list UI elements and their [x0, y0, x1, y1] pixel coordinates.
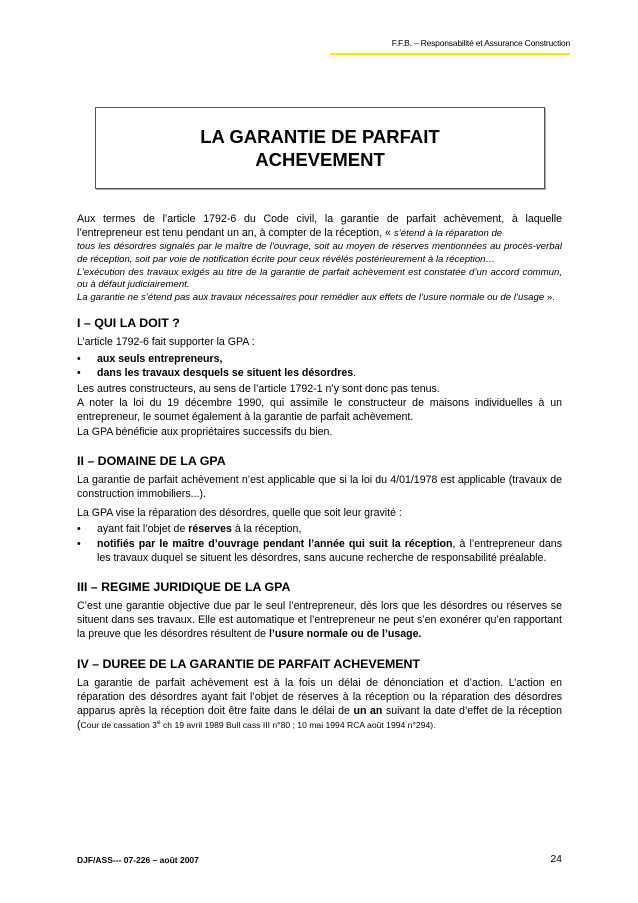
section4-p1-mid: suivant la date d’effet de la réception (: [77, 705, 563, 732]
list-item: [77, 537, 562, 565]
bullet-icon: •: [77, 537, 81, 550]
bullet-icon: •: [77, 523, 81, 536]
section2-p1: La garantie de parfait achèvement n’est applicable que si la loi du 4/01/1978 est applicable (travaux de construction immobiliers...).: [77, 473, 562, 500]
section1-p3: A noter la loi du 19 décembre 1990, qui assimile le constructeur de maisons individuelles à un entrepreneur, le soumet également à la garantie de parfait achèvement.: [77, 397, 562, 424]
intro-quote-end: ».: [544, 291, 555, 303]
citation-post: ch 19 avril 1989 Bull cass III n°80 ; 10 mai 1994 RCA août 1994 n°294).: [160, 720, 436, 731]
intro-quote-rest: tous les désordres signalés par le maître de l’ouvrage, soit au moyen de réserves mentionnées au procès-verbal de réception, soit par voie de notification écrite pour ceux révélés postérieurement à la réception…: [77, 241, 562, 265]
section3-p1-bold: l’usure normale ou de l’usage.: [268, 628, 422, 641]
section2-b2-post: , à l’entrepreneur dans les travaux duquel se situent les désordres, sans aucune recherche de responsabilité préalable.: [97, 537, 562, 564]
intro-lead: Aux termes de l’article 1792-6 du Code civil, la garantie de parfait achèvement, à laquelle l’entrepreneur est tenu pendant un an, à compter de la réception, «: [77, 213, 562, 240]
section4-heading: IV – DUREE DE LA GARANTIE DE PARFAIT ACHEVEMENT: [77, 656, 421, 671]
running-header: F.F.B. – Responsabilité et Assurance Construction: [330, 38, 570, 55]
section3-p1: [77, 599, 562, 642]
intro-paragraph: [77, 212, 562, 241]
intro-quote-2: L’exécution des travaux exigés au titre de la garantie de parfait achèvement est constatée d’un accord commun, ou à défaut judiciairement.: [77, 266, 562, 291]
section2-b1-bold: réserves: [188, 523, 232, 536]
section2-list: [77, 522, 562, 565]
section2-p2: La GPA vise la réparation des désordres, quelle que soit leur gravité :: [77, 507, 402, 520]
document-body: [77, 212, 562, 732]
section4-p1: [77, 676, 562, 733]
section1-list: [77, 352, 562, 380]
intro-quote-3-text: La garantie ne s’étend pas aux travaux nécessaires pour remédier aux effets de l’usure normale ou de l’usage: [77, 291, 545, 303]
section1-p2: Les autres constructeurs, au sens de l’article 1792-1 n’y sont donc pas tenus.: [77, 382, 440, 395]
section1-bullet1: aux seuls entrepreneurs,: [97, 352, 223, 365]
section2-heading: II – DOMAINE DE LA GPA: [77, 453, 226, 468]
citation-sup: e: [156, 719, 161, 727]
footer-reference: DJF/ASS--- 07-226 – août 2007: [77, 855, 199, 865]
section1-p1: L’article 1792-6 fait supporter la GPA :: [77, 336, 255, 349]
bullet-icon: •: [77, 352, 81, 365]
list-item: [77, 366, 562, 380]
section1-bullet2: dans les travaux desquels se situent les désordres: [97, 366, 354, 379]
section1-heading: I – QUI LA DOIT ?: [77, 316, 180, 331]
section2-b2-bold: notifiés par le maître d’ouvrage pendant l’année qui suit la réception: [97, 537, 453, 550]
section1-bullet2-end: .: [353, 366, 357, 379]
bullet-icon: •: [77, 366, 81, 379]
section4-p1-text: La garantie de parfait achèvement est à la fois un délai de dénonciation et d’action. L’action en réparation des désordres ayant fait l’objet de réserves à la réception ou la réparation des désordres apparus après la réception doit être faite dans le délai de: [77, 676, 562, 718]
title-line-2: ACHEVEMENT: [255, 149, 385, 170]
citation: [81, 720, 436, 730]
list-item: [77, 522, 562, 536]
list-item: [77, 352, 562, 366]
section3-p1-text: C’est une garantie objective due par le seul l’entrepreneur, dès lors que les désordres ou réserves se situent dans ses travaux. Elle est automatique et l’entrepreneur ne peut s’en exonérer qu’en rapportant la preuve que les désordres résultent de: [77, 600, 562, 641]
section3-heading: III – REGIME JURIDIQUE DE LA GPA: [77, 580, 291, 595]
title-box: [95, 107, 545, 189]
intro-quote-first: s’étend à la réparation de: [393, 228, 503, 240]
section1-p4: La GPA bénéficie aux propriétaires successifs du bien.: [77, 425, 333, 438]
page-number: 24: [550, 853, 562, 865]
section2-b1-post: à la réception,: [231, 523, 302, 536]
title-line-1: LA GARANTIE DE PARFAIT: [200, 126, 440, 147]
intro-quote-3: [77, 292, 562, 305]
section4-p1-bold: un an: [353, 705, 383, 718]
section2-b1-pre: ayant fait l’objet de: [97, 523, 189, 536]
citation-pre: Cour de cassation 3: [80, 720, 157, 731]
